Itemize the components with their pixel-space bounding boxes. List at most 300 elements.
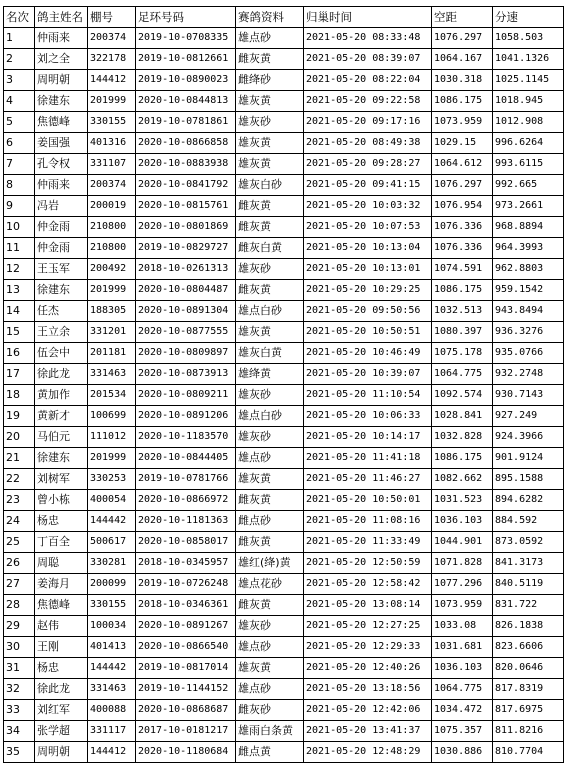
ring-cell: 2020-10-1183570 <box>136 427 236 448</box>
rank-cell: 14 <box>4 301 35 322</box>
owner-cell: 赵伟 <box>35 616 88 637</box>
rank-cell: 25 <box>4 532 35 553</box>
owner-cell: 仲金雨 <box>35 238 88 259</box>
time-cell: 2021-05-20 09:17:16 <box>304 112 432 133</box>
bird-cell: 雌绛砂 <box>236 70 304 91</box>
time-cell: 2021-05-20 08:39:07 <box>304 49 432 70</box>
rank-cell: 20 <box>4 427 35 448</box>
bird-cell: 雌灰黄 <box>236 217 304 238</box>
ring-cell: 2018-10-0345957 <box>136 553 236 574</box>
speed-cell: 1058.503 <box>493 28 564 49</box>
owner-cell: 仲金雨 <box>35 217 88 238</box>
loft-cell: 331201 <box>88 322 136 343</box>
loft-cell: 144412 <box>88 742 136 763</box>
time-cell: 2021-05-20 13:08:14 <box>304 595 432 616</box>
speed-cell: 935.0766 <box>493 343 564 364</box>
ring-cell: 2019-10-1144152 <box>136 679 236 700</box>
owner-cell: 周聪 <box>35 553 88 574</box>
rank-cell: 3 <box>4 70 35 91</box>
ring-cell: 2020-10-0809211 <box>136 385 236 406</box>
bird-cell: 雄灰黄 <box>236 133 304 154</box>
rank-cell: 21 <box>4 448 35 469</box>
table-row <box>4 28 564 49</box>
time-cell: 2021-05-20 10:50:51 <box>304 322 432 343</box>
owner-cell: 焦德峰 <box>35 112 88 133</box>
ring-cell: 2019-10-0781766 <box>136 469 236 490</box>
speed-cell: 811.8216 <box>493 721 564 742</box>
time-cell: 2021-05-20 10:50:01 <box>304 490 432 511</box>
time-cell: 2021-05-20 12:40:26 <box>304 658 432 679</box>
time-cell: 2021-05-20 09:50:56 <box>304 301 432 322</box>
distance-cell: 1029.15 <box>432 133 493 154</box>
distance-cell: 1032.828 <box>432 427 493 448</box>
rank-cell: 31 <box>4 658 35 679</box>
rank-cell: 17 <box>4 364 35 385</box>
loft-cell: 210800 <box>88 217 136 238</box>
owner-cell: 杨忠 <box>35 511 88 532</box>
bird-cell: 雌灰白黄 <box>236 238 304 259</box>
ring-cell: 2019-10-0812661 <box>136 49 236 70</box>
bird-cell: 雄灰砂 <box>236 259 304 280</box>
time-cell: 2021-05-20 10:07:53 <box>304 217 432 238</box>
table-row <box>4 301 564 322</box>
bird-cell: 雌灰砂 <box>236 700 304 721</box>
distance-cell: 1073.959 <box>432 112 493 133</box>
bird-cell: 雄点砂 <box>236 28 304 49</box>
owner-cell: 徐建东 <box>35 280 88 301</box>
ring-cell: 2018-10-0346361 <box>136 595 236 616</box>
speed-cell: 943.8494 <box>493 301 564 322</box>
bird-cell: 雄绛黄 <box>236 364 304 385</box>
bird-cell: 雄灰白黄 <box>236 343 304 364</box>
time-cell: 2021-05-20 13:18:56 <box>304 679 432 700</box>
header-ring: 足环号码 <box>136 7 236 28</box>
ring-cell: 2019-10-0890023 <box>136 70 236 91</box>
owner-cell: 徐此龙 <box>35 679 88 700</box>
ring-cell: 2020-10-0866858 <box>136 133 236 154</box>
owner-cell: 王玉军 <box>35 259 88 280</box>
bird-cell: 雄点白砂 <box>236 301 304 322</box>
speed-cell: 1041.1326 <box>493 49 564 70</box>
rank-cell: 15 <box>4 322 35 343</box>
time-cell: 2021-05-20 13:41:37 <box>304 721 432 742</box>
speed-cell: 932.2748 <box>493 364 564 385</box>
loft-cell: 500617 <box>88 532 136 553</box>
speed-cell: 927.249 <box>493 406 564 427</box>
rank-cell: 22 <box>4 469 35 490</box>
ring-cell: 2020-10-0815761 <box>136 196 236 217</box>
ring-cell: 2020-10-0844405 <box>136 448 236 469</box>
rank-cell: 5 <box>4 112 35 133</box>
time-cell: 2021-05-20 11:08:16 <box>304 511 432 532</box>
speed-cell: 992.665 <box>493 175 564 196</box>
ring-cell: 2020-10-0801869 <box>136 217 236 238</box>
table-row <box>4 427 564 448</box>
bird-cell: 雄点砂 <box>236 679 304 700</box>
rank-cell: 35 <box>4 742 35 763</box>
time-cell: 2021-05-20 10:14:17 <box>304 427 432 448</box>
loft-cell: 200374 <box>88 28 136 49</box>
distance-cell: 1073.959 <box>432 595 493 616</box>
distance-cell: 1030.886 <box>432 742 493 763</box>
rank-cell: 10 <box>4 217 35 238</box>
distance-cell: 1031.523 <box>432 490 493 511</box>
loft-cell: 331107 <box>88 154 136 175</box>
owner-cell: 黄新才 <box>35 406 88 427</box>
table-row <box>4 448 564 469</box>
owner-cell: 徐建东 <box>35 91 88 112</box>
distance-cell: 1080.397 <box>432 322 493 343</box>
bird-cell: 雄红(绛)黄 <box>236 553 304 574</box>
bird-cell: 雄点花砂 <box>236 574 304 595</box>
time-cell: 2021-05-20 09:22:58 <box>304 91 432 112</box>
bird-cell: 雄灰砂 <box>236 385 304 406</box>
distance-cell: 1074.591 <box>432 259 493 280</box>
owner-cell: 黄加作 <box>35 385 88 406</box>
owner-cell: 刘树军 <box>35 469 88 490</box>
header-distance: 空距 <box>432 7 493 28</box>
rank-cell: 12 <box>4 259 35 280</box>
table-row <box>4 700 564 721</box>
table-row <box>4 238 564 259</box>
ring-cell: 2019-10-0829727 <box>136 238 236 259</box>
distance-cell: 1028.841 <box>432 406 493 427</box>
rank-cell: 33 <box>4 700 35 721</box>
header-bird: 赛鸽资料 <box>236 7 304 28</box>
time-cell: 2021-05-20 10:06:33 <box>304 406 432 427</box>
loft-cell: 330155 <box>88 595 136 616</box>
rank-cell: 23 <box>4 490 35 511</box>
ring-cell: 2020-10-1181363 <box>136 511 236 532</box>
bird-cell: 雌灰黄 <box>236 490 304 511</box>
ring-cell: 2019-10-0726248 <box>136 574 236 595</box>
ring-cell: 2017-10-0181217 <box>136 721 236 742</box>
speed-cell: 826.1838 <box>493 616 564 637</box>
header-loft: 棚号 <box>88 7 136 28</box>
loft-cell: 331117 <box>88 721 136 742</box>
speed-cell: 841.3173 <box>493 553 564 574</box>
loft-cell: 200374 <box>88 175 136 196</box>
loft-cell: 144412 <box>88 70 136 91</box>
loft-cell: 144442 <box>88 658 136 679</box>
results-table <box>3 6 564 763</box>
time-cell: 2021-05-20 11:10:54 <box>304 385 432 406</box>
speed-cell: 1025.1145 <box>493 70 564 91</box>
speed-cell: 936.3276 <box>493 322 564 343</box>
ring-cell: 2019-10-0708335 <box>136 28 236 49</box>
distance-cell: 1036.103 <box>432 511 493 532</box>
rank-cell: 32 <box>4 679 35 700</box>
distance-cell: 1086.175 <box>432 448 493 469</box>
speed-cell: 840.5119 <box>493 574 564 595</box>
table-row <box>4 616 564 637</box>
speed-cell: 1012.908 <box>493 112 564 133</box>
bird-cell: 雄雨白条黄 <box>236 721 304 742</box>
rank-cell: 13 <box>4 280 35 301</box>
table-row <box>4 364 564 385</box>
rank-cell: 16 <box>4 343 35 364</box>
rank-cell: 30 <box>4 637 35 658</box>
distance-cell: 1071.828 <box>432 553 493 574</box>
table-row <box>4 91 564 112</box>
owner-cell: 任杰 <box>35 301 88 322</box>
loft-cell: 201181 <box>88 343 136 364</box>
rank-cell: 28 <box>4 595 35 616</box>
table-row <box>4 742 564 763</box>
ring-cell: 2020-10-0866540 <box>136 637 236 658</box>
speed-cell: 962.8803 <box>493 259 564 280</box>
speed-cell: 817.8319 <box>493 679 564 700</box>
table-row <box>4 112 564 133</box>
table-row <box>4 49 564 70</box>
time-cell: 2021-05-20 08:22:04 <box>304 70 432 91</box>
bird-cell: 雄灰砂 <box>236 112 304 133</box>
distance-cell: 1086.175 <box>432 91 493 112</box>
owner-cell: 徐此龙 <box>35 364 88 385</box>
distance-cell: 1082.662 <box>432 469 493 490</box>
ring-cell: 2020-10-0841792 <box>136 175 236 196</box>
speed-cell: 810.7704 <box>493 742 564 763</box>
bird-cell: 雄点白砂 <box>236 406 304 427</box>
ring-cell: 2020-10-0868687 <box>136 700 236 721</box>
speed-cell: 895.1588 <box>493 469 564 490</box>
time-cell: 2021-05-20 10:29:25 <box>304 280 432 301</box>
loft-cell: 400054 <box>88 490 136 511</box>
owner-cell: 马伯元 <box>35 427 88 448</box>
table-row <box>4 511 564 532</box>
loft-cell: 201999 <box>88 280 136 301</box>
bird-cell: 雌灰黄 <box>236 532 304 553</box>
speed-cell: 894.6282 <box>493 490 564 511</box>
table-row <box>4 574 564 595</box>
owner-cell: 姜海月 <box>35 574 88 595</box>
time-cell: 2021-05-20 10:03:32 <box>304 196 432 217</box>
distance-cell: 1076.954 <box>432 196 493 217</box>
distance-cell: 1076.297 <box>432 28 493 49</box>
owner-cell: 周明朝 <box>35 70 88 91</box>
time-cell: 2021-05-20 12:58:42 <box>304 574 432 595</box>
bird-cell: 雄点砂 <box>236 448 304 469</box>
bird-cell: 雄灰白砂 <box>236 175 304 196</box>
speed-cell: 968.8894 <box>493 217 564 238</box>
loft-cell: 200019 <box>88 196 136 217</box>
owner-cell: 仲雨来 <box>35 175 88 196</box>
speed-cell: 817.6975 <box>493 700 564 721</box>
owner-cell: 焦德峰 <box>35 595 88 616</box>
table-row <box>4 406 564 427</box>
distance-cell: 1044.901 <box>432 532 493 553</box>
speed-cell: 973.2661 <box>493 196 564 217</box>
speed-cell: 831.722 <box>493 595 564 616</box>
speed-cell: 901.9124 <box>493 448 564 469</box>
rank-cell: 9 <box>4 196 35 217</box>
table-row <box>4 196 564 217</box>
bird-cell: 雄灰黄 <box>236 154 304 175</box>
table-row <box>4 70 564 91</box>
bird-cell: 雌点砂 <box>236 511 304 532</box>
ring-cell: 2020-10-0844813 <box>136 91 236 112</box>
speed-cell: 820.0646 <box>493 658 564 679</box>
time-cell: 2021-05-20 12:27:25 <box>304 616 432 637</box>
rank-cell: 18 <box>4 385 35 406</box>
rank-cell: 26 <box>4 553 35 574</box>
time-cell: 2021-05-20 10:39:07 <box>304 364 432 385</box>
distance-cell: 1086.175 <box>432 280 493 301</box>
time-cell: 2021-05-20 08:49:38 <box>304 133 432 154</box>
owner-cell: 姜国强 <box>35 133 88 154</box>
table-row <box>4 469 564 490</box>
owner-cell: 曾小栋 <box>35 490 88 511</box>
owner-cell: 杨忠 <box>35 658 88 679</box>
speed-cell: 884.592 <box>493 511 564 532</box>
distance-cell: 1076.297 <box>432 175 493 196</box>
owner-cell: 刘之全 <box>35 49 88 70</box>
time-cell: 2021-05-20 08:33:48 <box>304 28 432 49</box>
owner-cell: 伍会中 <box>35 343 88 364</box>
loft-cell: 210800 <box>88 238 136 259</box>
rank-cell: 7 <box>4 154 35 175</box>
ring-cell: 2020-10-0873913 <box>136 364 236 385</box>
table-row <box>4 322 564 343</box>
loft-cell: 331463 <box>88 364 136 385</box>
rank-cell: 29 <box>4 616 35 637</box>
speed-cell: 964.3993 <box>493 238 564 259</box>
distance-cell: 1034.472 <box>432 700 493 721</box>
ring-cell: 2018-10-0261313 <box>136 259 236 280</box>
distance-cell: 1075.178 <box>432 343 493 364</box>
ring-cell: 2020-10-0858017 <box>136 532 236 553</box>
ring-cell: 2020-10-0804487 <box>136 280 236 301</box>
owner-cell: 王立余 <box>35 322 88 343</box>
owner-cell: 刘红军 <box>35 700 88 721</box>
ring-cell: 2020-10-0866972 <box>136 490 236 511</box>
time-cell: 2021-05-20 11:46:27 <box>304 469 432 490</box>
bird-cell: 雌灰黄 <box>236 595 304 616</box>
speed-cell: 993.6115 <box>493 154 564 175</box>
loft-cell: 201999 <box>88 91 136 112</box>
bird-cell: 雌灰黄 <box>236 196 304 217</box>
table-row <box>4 490 564 511</box>
time-cell: 2021-05-20 12:50:59 <box>304 553 432 574</box>
distance-cell: 1033.08 <box>432 616 493 637</box>
distance-cell: 1031.681 <box>432 637 493 658</box>
rank-cell: 8 <box>4 175 35 196</box>
rank-cell: 1 <box>4 28 35 49</box>
ring-cell: 2019-10-0781861 <box>136 112 236 133</box>
loft-cell: 201999 <box>88 448 136 469</box>
loft-cell: 331463 <box>88 679 136 700</box>
rank-cell: 11 <box>4 238 35 259</box>
time-cell: 2021-05-20 12:42:06 <box>304 700 432 721</box>
owner-cell: 丁百全 <box>35 532 88 553</box>
table-row <box>4 532 564 553</box>
ring-cell: 2020-10-0891267 <box>136 616 236 637</box>
table-row <box>4 553 564 574</box>
bird-cell: 雄灰黄 <box>236 91 304 112</box>
loft-cell: 401413 <box>88 637 136 658</box>
ring-cell: 2020-10-1180684 <box>136 742 236 763</box>
loft-cell: 400088 <box>88 700 136 721</box>
header-time: 归巢时间 <box>304 7 432 28</box>
speed-cell: 873.0592 <box>493 532 564 553</box>
loft-cell: 144442 <box>88 511 136 532</box>
rank-cell: 4 <box>4 91 35 112</box>
ring-cell: 2019-10-0817014 <box>136 658 236 679</box>
distance-cell: 1030.318 <box>432 70 493 91</box>
distance-cell: 1075.357 <box>432 721 493 742</box>
owner-cell: 徐建东 <box>35 448 88 469</box>
time-cell: 2021-05-20 10:13:04 <box>304 238 432 259</box>
table-row <box>4 154 564 175</box>
rank-cell: 2 <box>4 49 35 70</box>
ring-cell: 2020-10-0809897 <box>136 343 236 364</box>
loft-cell: 111012 <box>88 427 136 448</box>
loft-cell: 330155 <box>88 112 136 133</box>
table-row <box>4 217 564 238</box>
loft-cell: 200492 <box>88 259 136 280</box>
time-cell: 2021-05-20 11:41:18 <box>304 448 432 469</box>
table-row <box>4 343 564 364</box>
time-cell: 2021-05-20 12:48:29 <box>304 742 432 763</box>
distance-cell: 1092.574 <box>432 385 493 406</box>
distance-cell: 1032.513 <box>432 301 493 322</box>
loft-cell: 330253 <box>88 469 136 490</box>
owner-cell: 孔令权 <box>35 154 88 175</box>
loft-cell: 330281 <box>88 553 136 574</box>
table-row <box>4 280 564 301</box>
bird-cell: 雄灰黄 <box>236 469 304 490</box>
speed-cell: 823.6606 <box>493 637 564 658</box>
header-row <box>4 7 564 28</box>
owner-cell: 仲雨来 <box>35 28 88 49</box>
time-cell: 2021-05-20 12:29:33 <box>304 637 432 658</box>
rank-cell: 6 <box>4 133 35 154</box>
bird-cell: 雄灰黄 <box>236 658 304 679</box>
owner-cell: 冯岩 <box>35 196 88 217</box>
table-row <box>4 385 564 406</box>
bird-cell: 雄灰黄 <box>236 322 304 343</box>
speed-cell: 924.3966 <box>493 427 564 448</box>
header-owner: 鸽主姓名 <box>35 7 88 28</box>
ring-cell: 2020-10-0877555 <box>136 322 236 343</box>
bird-cell: 雄灰砂 <box>236 616 304 637</box>
distance-cell: 1064.167 <box>432 49 493 70</box>
bird-cell: 雌点黄 <box>236 742 304 763</box>
ring-cell: 2020-10-0891206 <box>136 406 236 427</box>
ring-cell: 2020-10-0883938 <box>136 154 236 175</box>
speed-cell: 930.7143 <box>493 385 564 406</box>
speed-cell: 959.1542 <box>493 280 564 301</box>
distance-cell: 1064.612 <box>432 154 493 175</box>
table-row <box>4 595 564 616</box>
table-row <box>4 679 564 700</box>
owner-cell: 王刚 <box>35 637 88 658</box>
loft-cell: 188305 <box>88 301 136 322</box>
time-cell: 2021-05-20 10:46:49 <box>304 343 432 364</box>
table-row <box>4 175 564 196</box>
rank-cell: 24 <box>4 511 35 532</box>
time-cell: 2021-05-20 09:28:27 <box>304 154 432 175</box>
owner-cell: 张学超 <box>35 721 88 742</box>
table-row <box>4 658 564 679</box>
bird-cell: 雌灰黄 <box>236 280 304 301</box>
table-row <box>4 637 564 658</box>
rank-cell: 27 <box>4 574 35 595</box>
distance-cell: 1077.296 <box>432 574 493 595</box>
time-cell: 2021-05-20 10:13:01 <box>304 259 432 280</box>
bird-cell: 雌灰黄 <box>236 49 304 70</box>
loft-cell: 100034 <box>88 616 136 637</box>
